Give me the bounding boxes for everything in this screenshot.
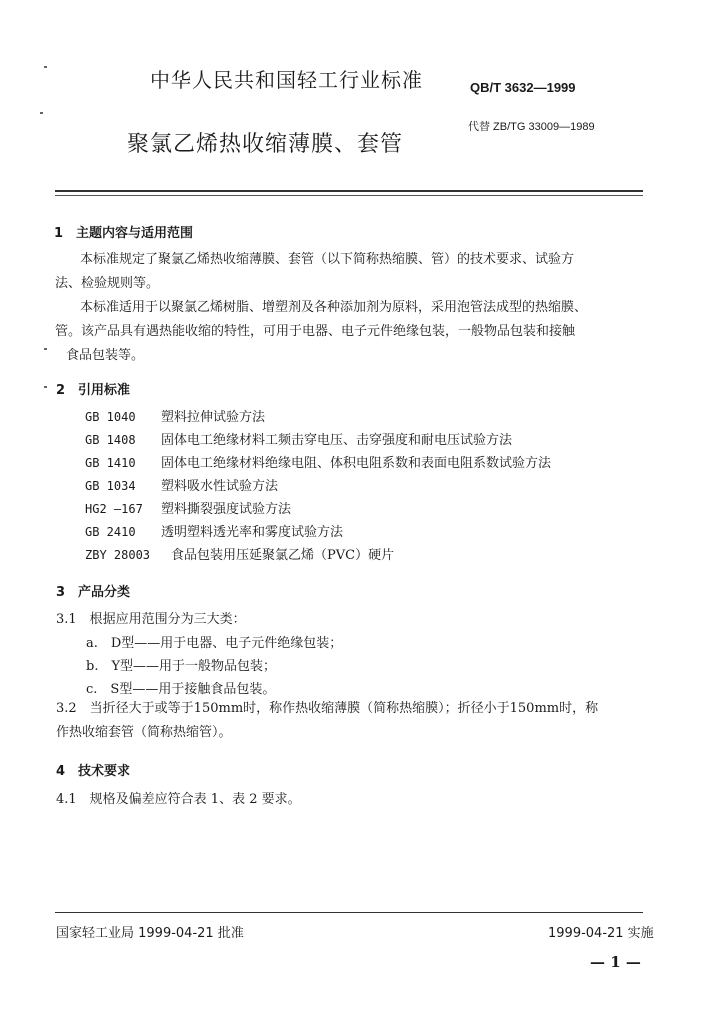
reference-item	[85, 498, 291, 517]
section-2-heading: 2 引用标准	[56, 383, 131, 398]
footer-rule	[55, 912, 643, 913]
section-1-paragraph-1-line-2: 法、检验规则等。	[55, 276, 160, 291]
clause-3-2-line-1: 3.2 当折径大于或等于150mm时，称作热收缩薄膜（简称热缩膜）；折径小于150mm时，称	[56, 701, 599, 716]
reference-code: GB 2410	[85, 525, 136, 539]
reference-code: GB 1034	[85, 479, 136, 493]
section-1-paragraph-2-line-3: 食品包装等。	[66, 348, 145, 363]
reference-title: 透明塑料透光率和雾度试验方法	[161, 525, 344, 540]
approval-date: 国家轻工业局 1999-04-21 批准	[56, 926, 244, 941]
scan-speck	[44, 66, 47, 68]
section-1-paragraph-1-line-1: 本标准规定了聚氯乙烯热收缩薄膜、套管（以下简称热缩膜、管）的技术要求、试验方	[80, 252, 575, 267]
reference-item	[85, 429, 512, 448]
clause-3-1-item-a: a. D型——用于电器、电子元件绝缘包装；	[86, 636, 343, 651]
reference-title: 固体电工绝缘材料工频击穿电压、击穿强度和耐电压试验方法	[161, 433, 513, 448]
reference-code: GB 1040	[85, 410, 136, 424]
section-3-heading: 3 产品分类	[56, 585, 131, 600]
scan-speck	[44, 386, 47, 388]
issuing-authority-header: 中华人民共和国轻工行业标准	[150, 68, 423, 92]
section-1-paragraph-2-line-1: 本标准适用于以聚氯乙烯树脂、增塑剂及各种添加剂为原料，采用泡管法成型的热缩膜、	[80, 300, 588, 315]
reference-code: GB 1408	[85, 433, 136, 447]
scan-speck	[40, 112, 43, 114]
reference-item	[85, 544, 394, 563]
clause-3-1: 3.1 根据应用范围分为三大类：	[56, 612, 246, 627]
reference-item	[85, 521, 343, 540]
reference-code: HG2 —167	[85, 502, 143, 516]
header-rule	[55, 190, 643, 192]
reference-title: 塑料吸水性试验方法	[161, 479, 279, 494]
section-1-heading: 1 主题内容与适用范围	[54, 226, 194, 241]
implementation-date: 1999-04-21 实施	[548, 926, 654, 941]
page-number: — 1 —	[590, 953, 641, 971]
section-4-heading: 4 技术要求	[56, 764, 131, 779]
clause-3-1-item-c: c. S型——用于接触食品包装。	[86, 682, 276, 697]
section-1-paragraph-2-line-2: 管。该产品具有遇热能收缩的特性，可用于电器、电子元件绝缘包装，一般物品包装和接触	[55, 324, 576, 339]
document-title: 聚氯乙烯热收缩薄膜、套管	[127, 132, 404, 157]
clause-3-1-item-b: b. Y型——用于一般物品包装；	[86, 659, 277, 674]
reference-title: 塑料撕裂强度试验方法	[161, 502, 292, 517]
reference-item	[85, 475, 278, 494]
reference-title: 食品包装用压延聚氯乙烯（PVC）硬片	[171, 548, 395, 563]
reference-item	[85, 406, 265, 425]
clause-3-2-line-2: 作热收缩套管（简称热缩管）。	[56, 725, 232, 740]
clause-4-1: 4.1 规格及偏差应符合表 1、表 2 要求。	[56, 792, 301, 807]
header-rule-thin	[55, 195, 643, 196]
reference-code: ZBY 28003	[85, 548, 151, 562]
reference-title: 固体电工绝缘材料绝缘电阻、体积电阻系数和表面电阻系数试验方法	[161, 456, 552, 471]
reference-code: GB 1410	[85, 456, 136, 470]
replaced-standard: 代替 ZB/TG 33009—1989	[468, 121, 595, 133]
reference-item	[85, 452, 551, 471]
standard-code: QB/T 3632—1999	[470, 80, 576, 95]
reference-title: 塑料拉伸试验方法	[161, 410, 266, 425]
scan-speck	[44, 348, 47, 350]
